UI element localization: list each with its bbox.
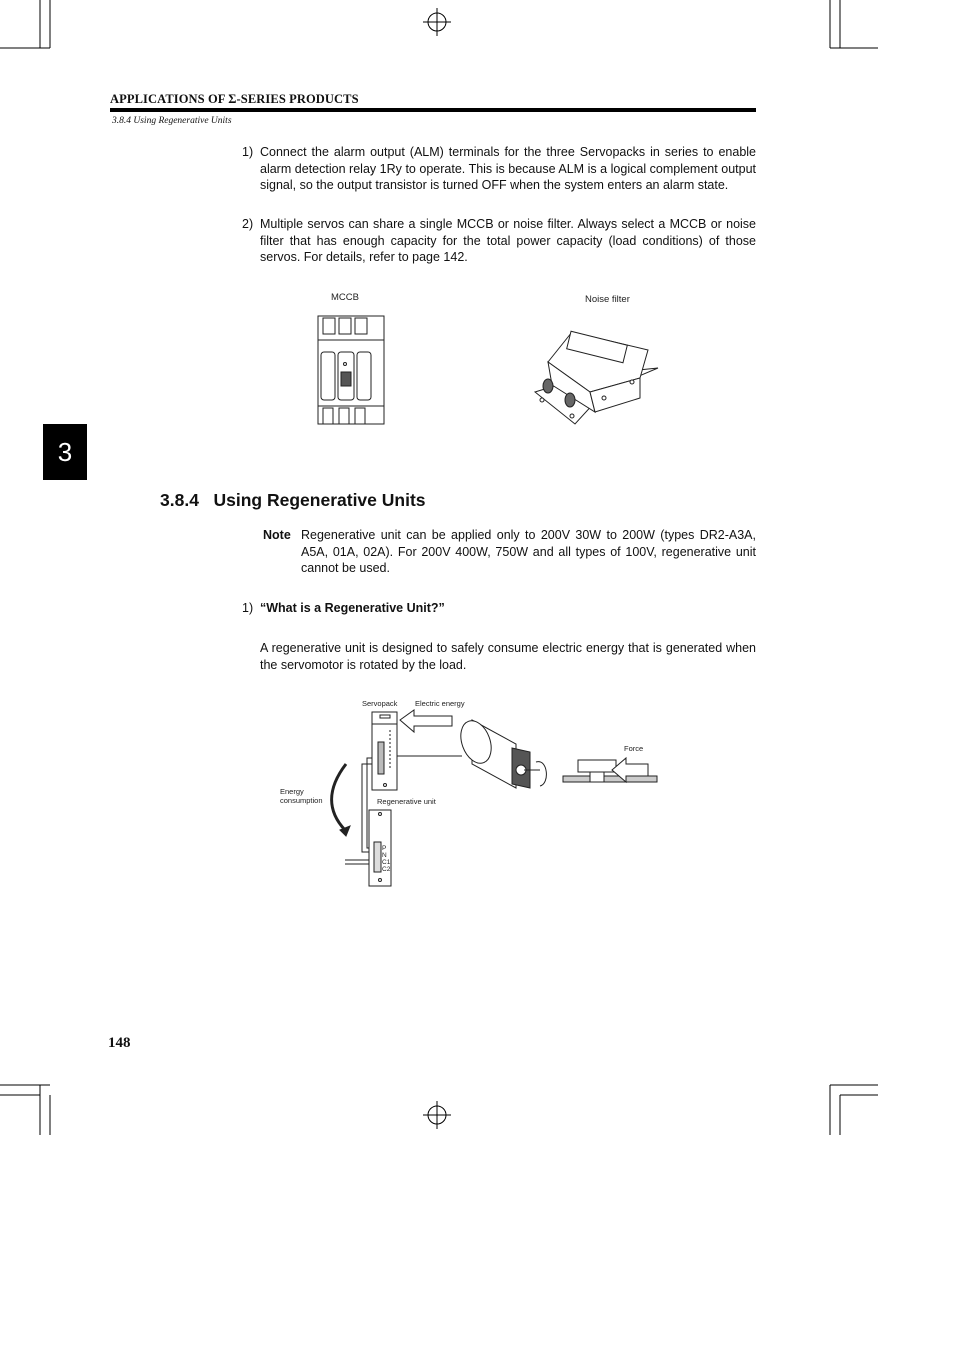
running-header-title: APPLICATIONS OF Σ-SERIES PRODUCTS bbox=[110, 92, 359, 106]
terminal-c1: C1 bbox=[382, 859, 391, 866]
question-number: 1) bbox=[242, 601, 254, 615]
servomotor bbox=[455, 717, 546, 788]
list-item-number: 1) bbox=[242, 145, 254, 159]
terminal-n: N bbox=[382, 852, 387, 859]
note-label: Note bbox=[263, 528, 291, 542]
list-item-text: Connect the alarm output (ALM) terminals for the three Servopacks in series to enable alarm detection relay 1Ry to operate. This is because ALM is a logical complement output signal, so the output transistor is turned OFF when the system enters an alarm state. bbox=[260, 145, 756, 193]
force-label: Force bbox=[624, 744, 644, 753]
question-heading: “What is a Regenerative Unit?” bbox=[260, 601, 445, 615]
chapter-tab: 3 bbox=[43, 424, 87, 480]
mccb-label: MCCB bbox=[331, 292, 359, 303]
energy-consumption-label-line1: Energy bbox=[280, 787, 304, 796]
terminal-c2: C2 bbox=[382, 866, 391, 873]
regenerative-unit-description: A regenerative unit is designed to safely consume electric energy that is generated when the servomotor is rotated by the load. bbox=[260, 641, 756, 672]
page-number: 148 bbox=[108, 1035, 131, 1051]
load-block bbox=[578, 760, 616, 772]
energy-consumption-label-line2: consumption bbox=[280, 796, 323, 805]
list-item-number: 2) bbox=[242, 217, 254, 231]
noise-filter-label: Noise filter bbox=[585, 294, 630, 305]
regenerative-unit-label: Regenerative unit bbox=[377, 797, 436, 806]
servopack-label: Servopack bbox=[362, 699, 398, 708]
terminal-p: P bbox=[382, 845, 387, 852]
electric-energy-label: Electric energy bbox=[415, 699, 465, 708]
list-item-text: Multiple servos can share a single MCCB or noise filter. Always select a MCCB or noise filter that has enough capacity for the total power capacity (load conditions) of those servos. For details, refer to page 142. bbox=[260, 217, 756, 265]
electric-energy-arrow bbox=[400, 710, 452, 732]
energy-consumption-arrow bbox=[332, 764, 346, 830]
load-rail bbox=[563, 776, 657, 782]
note-text: Regenerative unit can be applied only to 200V 30W to 200W (types DR2-A3A, A5A, 01A, 02A). For 200V 400W, 750W and all types of 100V, regenerative unit cannot be used. bbox=[301, 528, 756, 576]
section-heading: 3.8.4 Using Regenerative Units bbox=[160, 490, 426, 510]
breadcrumb: 3.8.4 Using Regenerative Units bbox=[112, 116, 232, 126]
